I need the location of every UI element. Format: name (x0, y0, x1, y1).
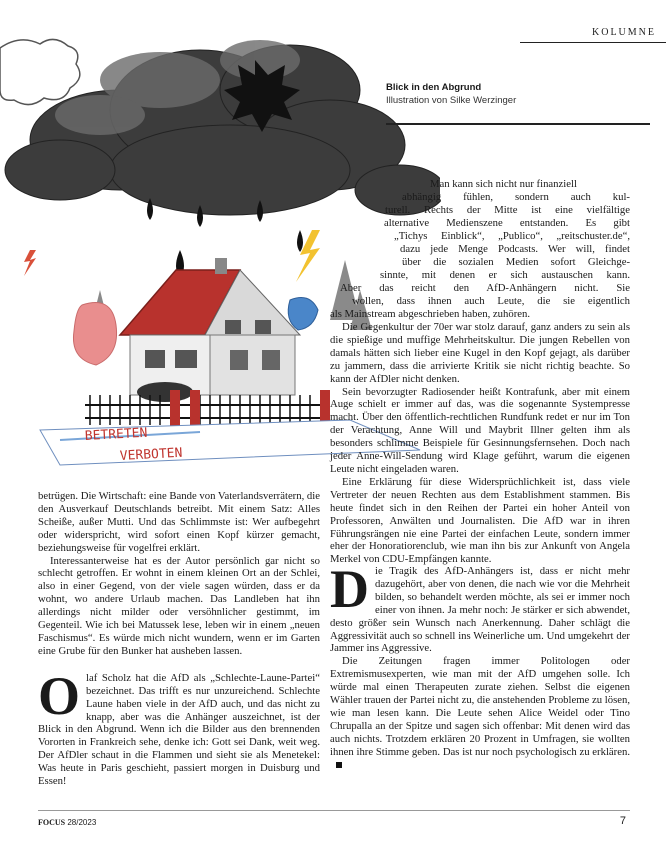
paragraph: Interessanterweise hat es der Autor persönlich gar nicht so schlecht getroffen. Er wohnt in einem kleinen Ort an der Schlei, also in einer Gegend, von der viele sagen würden, dass er da wohnt, wo andere Urlaub machen. Das Landleben hat ihn allerdings nicht milder oder versöhnlicher gestimmt, im Gegenteil. Wie ich bei Matussek lese, leben wir in einem „neuen Faschismus“. Es würde mich nicht wundern, wenn er im Garten eine Grube für den Bunker hat ausheben lassen. (38, 554, 320, 657)
intro-line: abhängig fühlen, sondern auch kul- (402, 191, 630, 203)
section-label: KOLUMNE (592, 27, 656, 38)
paragraph: betrügen. Die Wirtschaft: eine Bande von Vaterlandsverrätern, die den Ausverkauf Deutschlands betreibt. Mit einem Satz: Alles Scheiße, außer Mutti. Und das Schlimmste ist: Wer aufbegehrt oder widerspricht, wird sofort einen Kopf kürzer gemacht, beziehungsweise für vogelfrei erklärt. (38, 490, 320, 554)
paragraph (330, 655, 630, 771)
intro-line: als Mainstream abgeschrieben haben, zuhören. (330, 308, 531, 320)
right-column (330, 559, 630, 772)
dropcap-letter: O (38, 665, 81, 726)
paragraph: Eine Erklärung für diese Widersprüchlichkeit ist, dass viele Vertreter der neuen Rechten aus dem Establishment stammen. Bis heute findet sich in den Reihen der Partei ein hoher Anteil von Professoren, Anwälten und Journalisten. Die AfD war in ihren Führungsrängen nie eine Partei der einfachen Leute, sondern immer eher der Honoratiorenclub, wie man ihn bis zur Ankunft von Angela Merkel von CDU-Empfängen kannte. (330, 475, 630, 566)
caption-title: Blick in den Abgrund (386, 82, 482, 93)
intro-line: sinnte, mit denen er sich austauschen kann. (380, 269, 630, 281)
caption-rule (386, 123, 650, 125)
intro-line: Man kann sich nicht nur finanziell (430, 178, 577, 190)
right-column-top-paragraphs (330, 321, 630, 566)
footer-rule (38, 810, 630, 811)
issue-number: 28/2023 (67, 818, 97, 827)
intro-line: dazu jede Menge Podcasts. Wer will, findet (400, 243, 630, 255)
sign-text-2: VERBOTEN (119, 445, 183, 464)
intro-line: turell. Rechts der Mitte ist eine vielfältige (385, 204, 630, 216)
end-mark-icon (336, 762, 342, 768)
intro-line: wollen, dass ihnen auch Leute, die sie eigentlich (352, 295, 630, 307)
caption (386, 82, 516, 106)
caption-credit: Illustration von Silke Werzinger (386, 95, 517, 106)
page-number: 7 (619, 815, 626, 827)
dropcap-text: laf Scholz hat die AfD als „Schlechte-Laune-Partei“ bezeichnet. Das trifft es nur unzureichend. Schlechte Laune haben viele in der AfD auch, und das nicht zu knapp, aber was die Anhänger auszeichnet, ist der Blick in den Abgrund. Wenn ich die Bilder aus den brennenden Vororten in Frankreich sehe, denke ich: Gott sei Dank, weit weg. Der AfDler schaut in die Flammen und sieht sie als Menetekel: Was heute in Paris geschieht, passiert morgen in Duisburg und Essen! (38, 671, 320, 788)
sign-text-1: BETRETEN (84, 425, 148, 444)
footer-issue (38, 818, 96, 827)
dropcap-paragraph (38, 665, 320, 788)
paragraph: Sein bevorzugter Radiosender heißt Kontrafunk, aber mit einem Auge schielt er immer auf das, was die sogenannte Systempresse macht. Über den öffentlich-rechtlichen Rundfunk redet er nur im Ton der Verachtung, Anne Will und Maybrit Illner gelten ihm als besonders schlimme Beispiele für Gesinnungsfernsehen. Doch nach jeder Anne-Will-Sendung wird Klage geführt, warum die eigenen Leute nicht eingeladen waren. (330, 385, 630, 475)
dropcap-text: ie Tragik des AfD-Anhängers ist, dass er nicht mehr dazugehört, aber von denen, die nach wie vor die Mehrheit bilden, so behandelt werden möchte, als sei er immer noch einer von ihnen. Ja mehr noch: Je stärker er sich abwendet, desto größer sein Wunsch nach Anerkennung. Daher schlägt die Aggressivität auch so schnell ins Weinerliche um. Und umgekehrt der Jammer ins Aggressive. (330, 565, 630, 655)
dropcap-letter: D (330, 559, 369, 619)
top-rule (520, 42, 666, 43)
intro-line: „Tichys Einblick“, „Publico“, „reitschuster.de“, (394, 230, 630, 242)
dropcap-paragraph (330, 559, 630, 655)
magazine-name: FOCUS (38, 818, 66, 827)
last-paragraph-text: Die Zeitungen fragen immer Politologen oder Extremismusexperten, wie man mit der AfD umgehen solle. Ich würde mal einen Therapeuten zurate ziehen. Selbst die eigenen Wähler trauen der Partei nicht zu, die anstehenden Probleme zu lösen, wie man lesen kann. Die Leute sehen Alice Weidel oder Tino Chrupalla an der Spitze und sagen sich offenbar: Mit denen wird das auch nichts. Trotzdem erklären 20 Prozent in Umfragen, sie wollten ihnen ihre Stimme geben. Das ist nur noch psychologisch zu erklären. (330, 655, 630, 758)
paragraph: Die Gegenkultur der 70er war stolz darauf, ganz anders zu sein als die spießige und muffige Mehrheitskultur. Die jungen Rebellen von damals hätten sich lieber eine Kugel in den Kopf gejagt, als darüber zu jammern, dass die arrivierte Kritik sie nicht richtig beachte. So kann der AfDler nicht denken. (330, 321, 630, 385)
intro-line: alternative Medienszene entstanden. Es gibt (384, 217, 630, 229)
intro-line: über die sozialen Medien sofort Gleichge- (402, 256, 630, 268)
left-column (38, 490, 320, 788)
intro-line: Aber das reicht den AfD-Anhängern nicht. Sie (340, 282, 630, 294)
